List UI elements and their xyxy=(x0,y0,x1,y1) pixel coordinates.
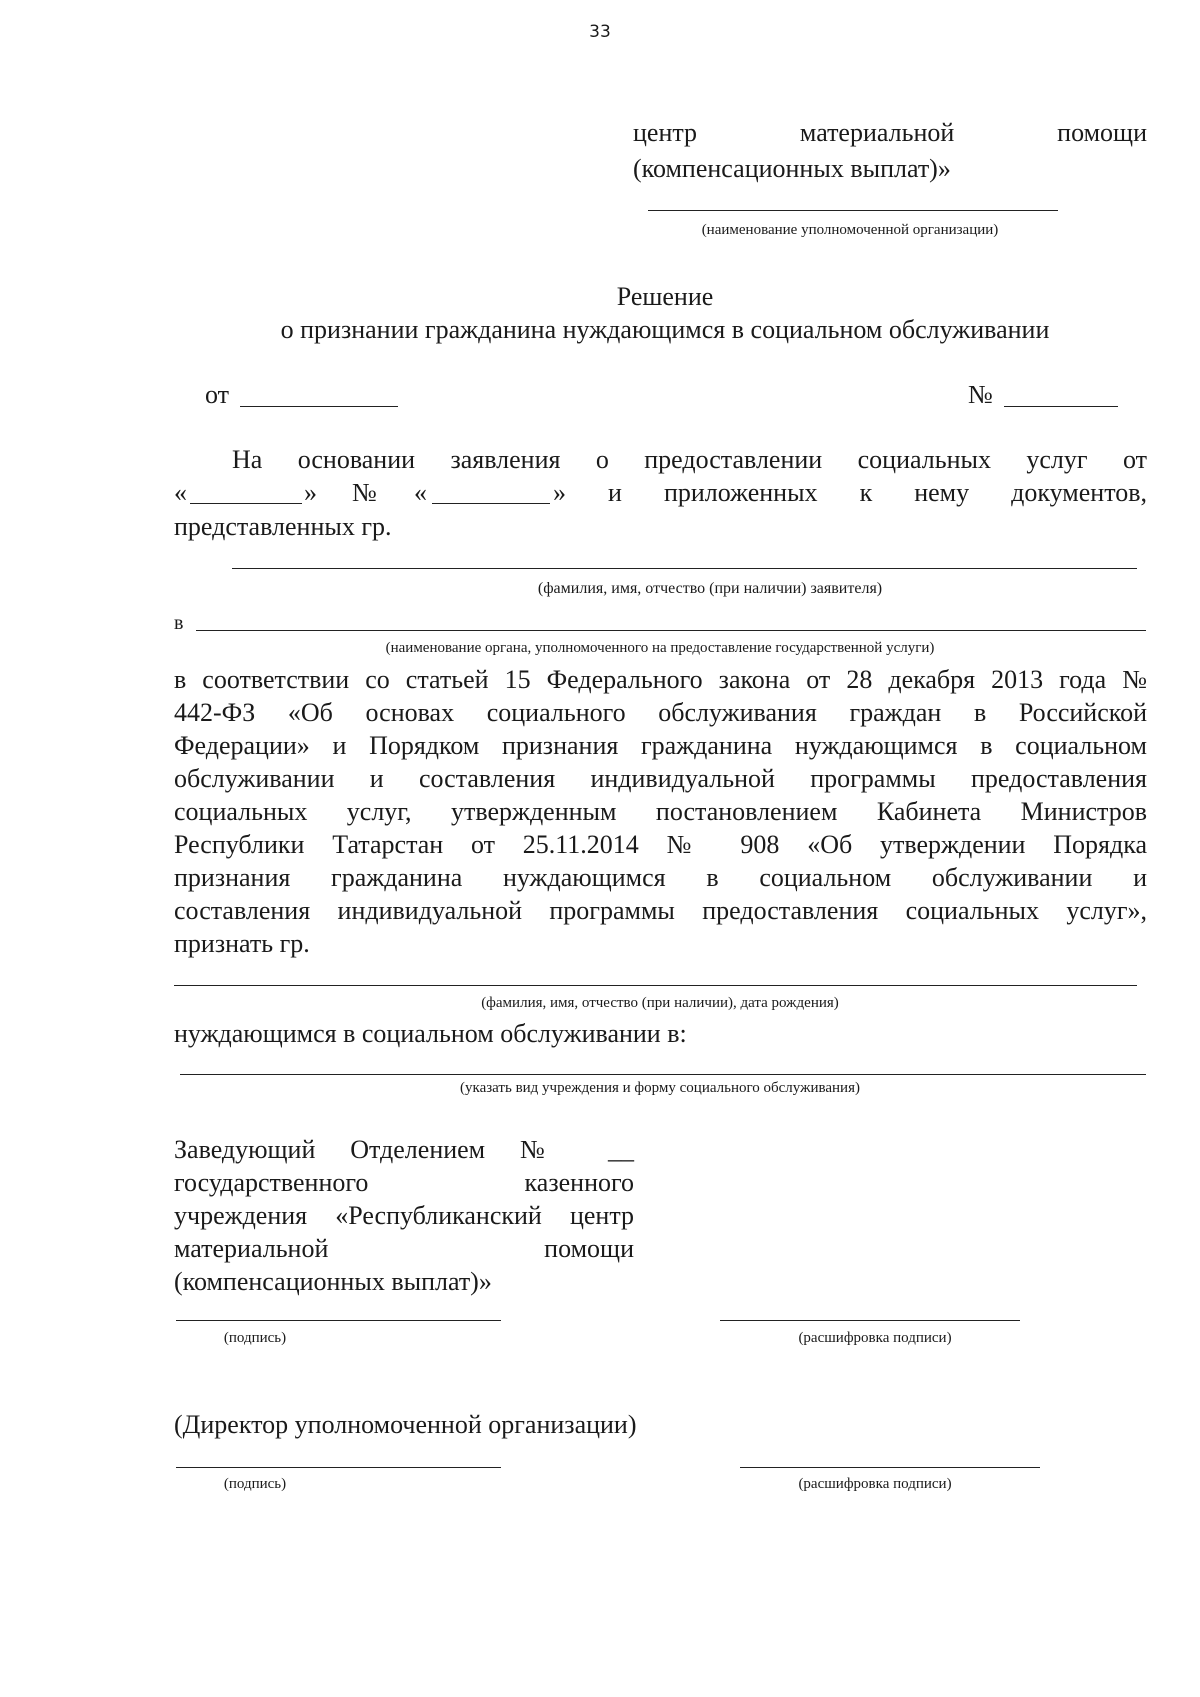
header-line-2: (компенсационных выплат)» xyxy=(633,154,951,183)
signatory-signature-caption: (подпись) xyxy=(223,1330,287,1346)
service-type-line xyxy=(180,1074,1146,1075)
body-line: Федерации» и Порядком признания гражданина нуждающимся в социальном xyxy=(174,731,1147,760)
body-line: обслуживании и составления индивидуальной программы предоставления xyxy=(174,764,1147,793)
authority-line xyxy=(196,630,1146,631)
director-signature-caption: (подпись) xyxy=(223,1476,287,1492)
date-label: от xyxy=(205,380,230,409)
authority-caption: (наименование органа, уполномоченного на предоставление государственной услуги) xyxy=(385,640,935,656)
intro-line-2-tail: » и приложенных к нему документов, xyxy=(553,478,1147,507)
application-number-line xyxy=(432,503,550,504)
director-signature-line xyxy=(176,1467,501,1468)
body-line: 442-ФЗ «Об основах социального обслуживания граждан в Российской xyxy=(174,698,1147,727)
org-name-caption: (наименование уполномоченной организации) xyxy=(701,222,999,238)
intro-close-quote: » xyxy=(304,478,317,507)
body-line: признать гр. xyxy=(174,929,310,958)
director-decode-line xyxy=(740,1467,1040,1468)
body-text xyxy=(174,663,1147,960)
body-line: Республики Татарстан от 25.11.2014 № 908 «Об утверждении Порядка xyxy=(174,830,1147,859)
in-label: в xyxy=(174,612,184,634)
number-field-line xyxy=(1004,406,1118,407)
body-line: составления индивидуальной программы предоставления социальных услуг», xyxy=(174,896,1147,925)
signatory-line: Заведующий Отделением № __ xyxy=(174,1135,634,1164)
director-decode-caption: (расшифровка подписи) xyxy=(798,1476,952,1492)
intro-open-quote-2: « xyxy=(414,478,427,507)
body-line: социальных услуг, утвержденным постановлением Кабинета Министров xyxy=(174,797,1147,826)
applicant-name-caption: (фамилия, имя, отчество (при наличии) заявителя) xyxy=(537,580,883,597)
intro-line-3: представленных гр. xyxy=(174,512,392,541)
page-number: 33 xyxy=(589,22,611,42)
intro-number-sign: № xyxy=(352,478,377,507)
service-type-caption: (указать вид учреждения и форму социального обслуживания) xyxy=(460,1080,860,1096)
signatory-line: государственного казенного xyxy=(174,1168,634,1197)
citizen-name-line xyxy=(174,985,1137,986)
signatory-decode-line xyxy=(720,1320,1020,1321)
header-line-1: центр материальной помощи xyxy=(633,118,1147,147)
signatory-block xyxy=(174,1133,634,1298)
director-label: (Директор уполномоченной организации) xyxy=(174,1410,637,1439)
body-line: в соответствии со статьей 15 Федерального закона от 28 декабря 2013 года № xyxy=(174,665,1147,694)
signatory-line: учреждения «Республиканский центр xyxy=(174,1201,634,1230)
date-field-line xyxy=(240,406,398,407)
applicant-name-line xyxy=(232,568,1137,569)
intro-open-quote: « xyxy=(174,478,187,507)
body-line: признания гражданина нуждающимся в социальном обслуживании и xyxy=(174,863,1147,892)
signatory-line: материальной помощи xyxy=(174,1234,634,1263)
intro-line-1: На основании заявления о предоставлении социальных услуг от xyxy=(232,445,1147,474)
citizen-name-caption: (фамилия, имя, отчество (при наличии), дата рождения) xyxy=(481,995,839,1011)
document-subtitle: о признании гражданина нуждающимся в социальном обслуживании xyxy=(280,315,1050,344)
needs-line: нуждающимся в социальном обслуживании в: xyxy=(174,1019,687,1048)
signatory-decode-caption: (расшифровка подписи) xyxy=(798,1330,952,1346)
signatory-signature-line xyxy=(176,1320,501,1321)
number-label: № xyxy=(968,380,993,409)
document-title: Решение xyxy=(616,282,714,311)
application-date-line xyxy=(190,503,302,504)
signatory-line: (компенсационных выплат)» xyxy=(174,1267,492,1296)
org-name-line xyxy=(648,210,1058,211)
